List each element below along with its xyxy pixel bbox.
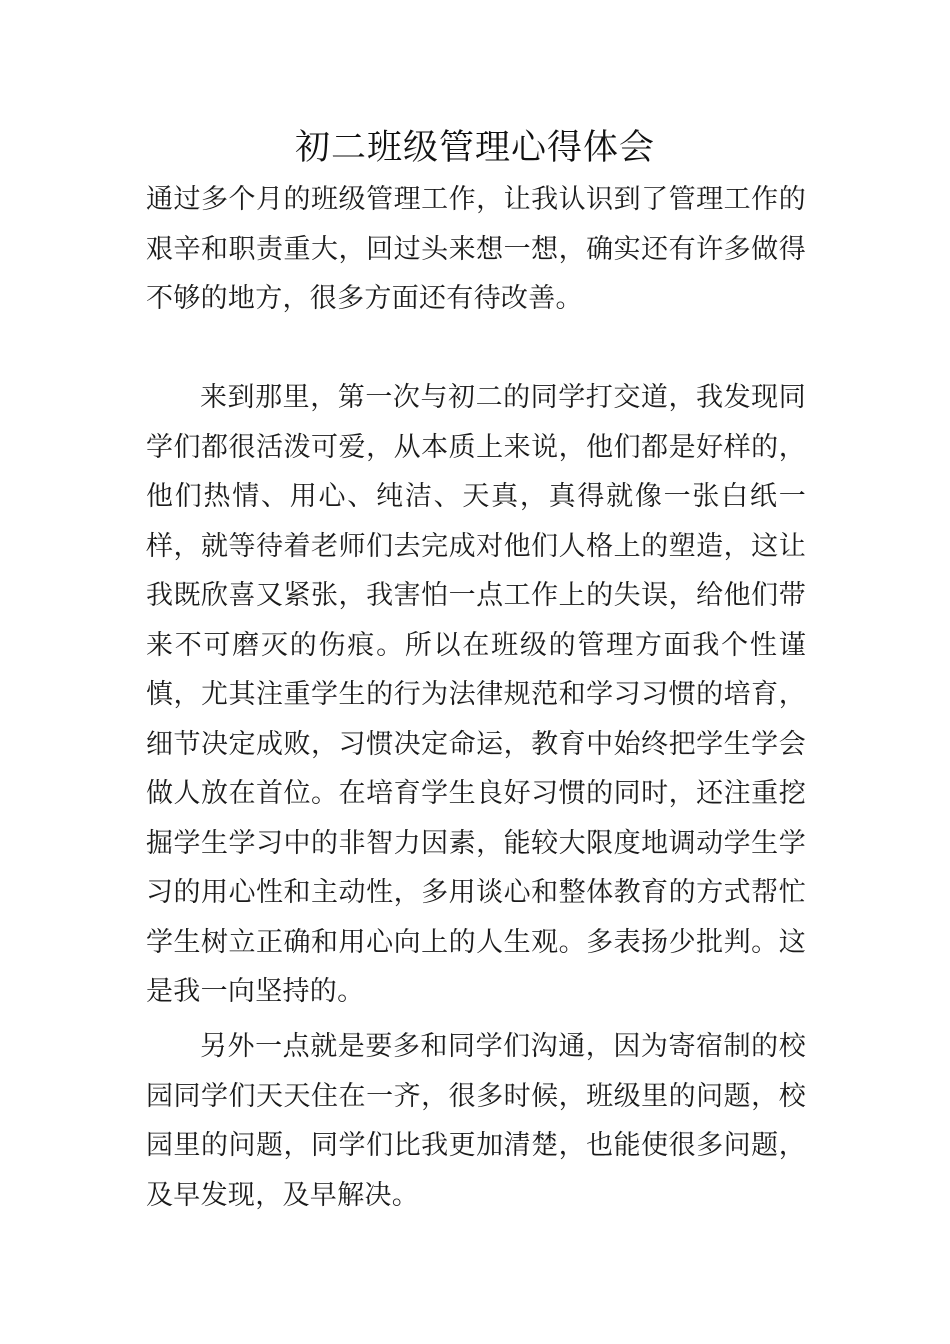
paragraph-intro: 通过多个月的班级管理工作，让我认识到了管理工作的艰辛和职责重大，回过头来想一想，确实还有许多做得不够的地方，很多方面还有待改善。 bbox=[146, 184, 806, 314]
document-title: 初二班级管理心得体会 bbox=[294, 128, 655, 168]
paragraph-classroom-management: 来到那里，第一次与初二的同学打交道，我发现同学们都很活泼可爱，从本质上来说，他们都是好样的，他们热情、用心、纯洁、天真，真得就像一张白纸一样，就等待着老师们去完成对他们人格上的塑造，这让我既欣喜又紧张，我害怕一点工作上的失误，给他们带来不可磨灭的伤痕。所以在班级的管理方面我个性谨慎，尤其注重学生的行为法律规范和学习习惯的培育，细节决定成败，习惯决定命运，教育中始终把学生学会做人放在首位。在培育学生良好习惯的同时，还注重挖掘学生学习中的非智力因素，能较大限度地调动学生学习的用心性和主动性，多用谈心和整体教育的方式帮忙学生树立正确和用心向上的人生观。多表扬少批判。这是我一向坚持的。 bbox=[146, 382, 806, 1007]
paragraph-communication: 另外一点就是要多和同学们沟通，因为寄宿制的校园同学们天天住在一齐，很多时候，班级里的问题，校园里的问题，同学们比我更加清楚，也能使很多问题，及早发现，及早解决。 bbox=[146, 1031, 806, 1211]
